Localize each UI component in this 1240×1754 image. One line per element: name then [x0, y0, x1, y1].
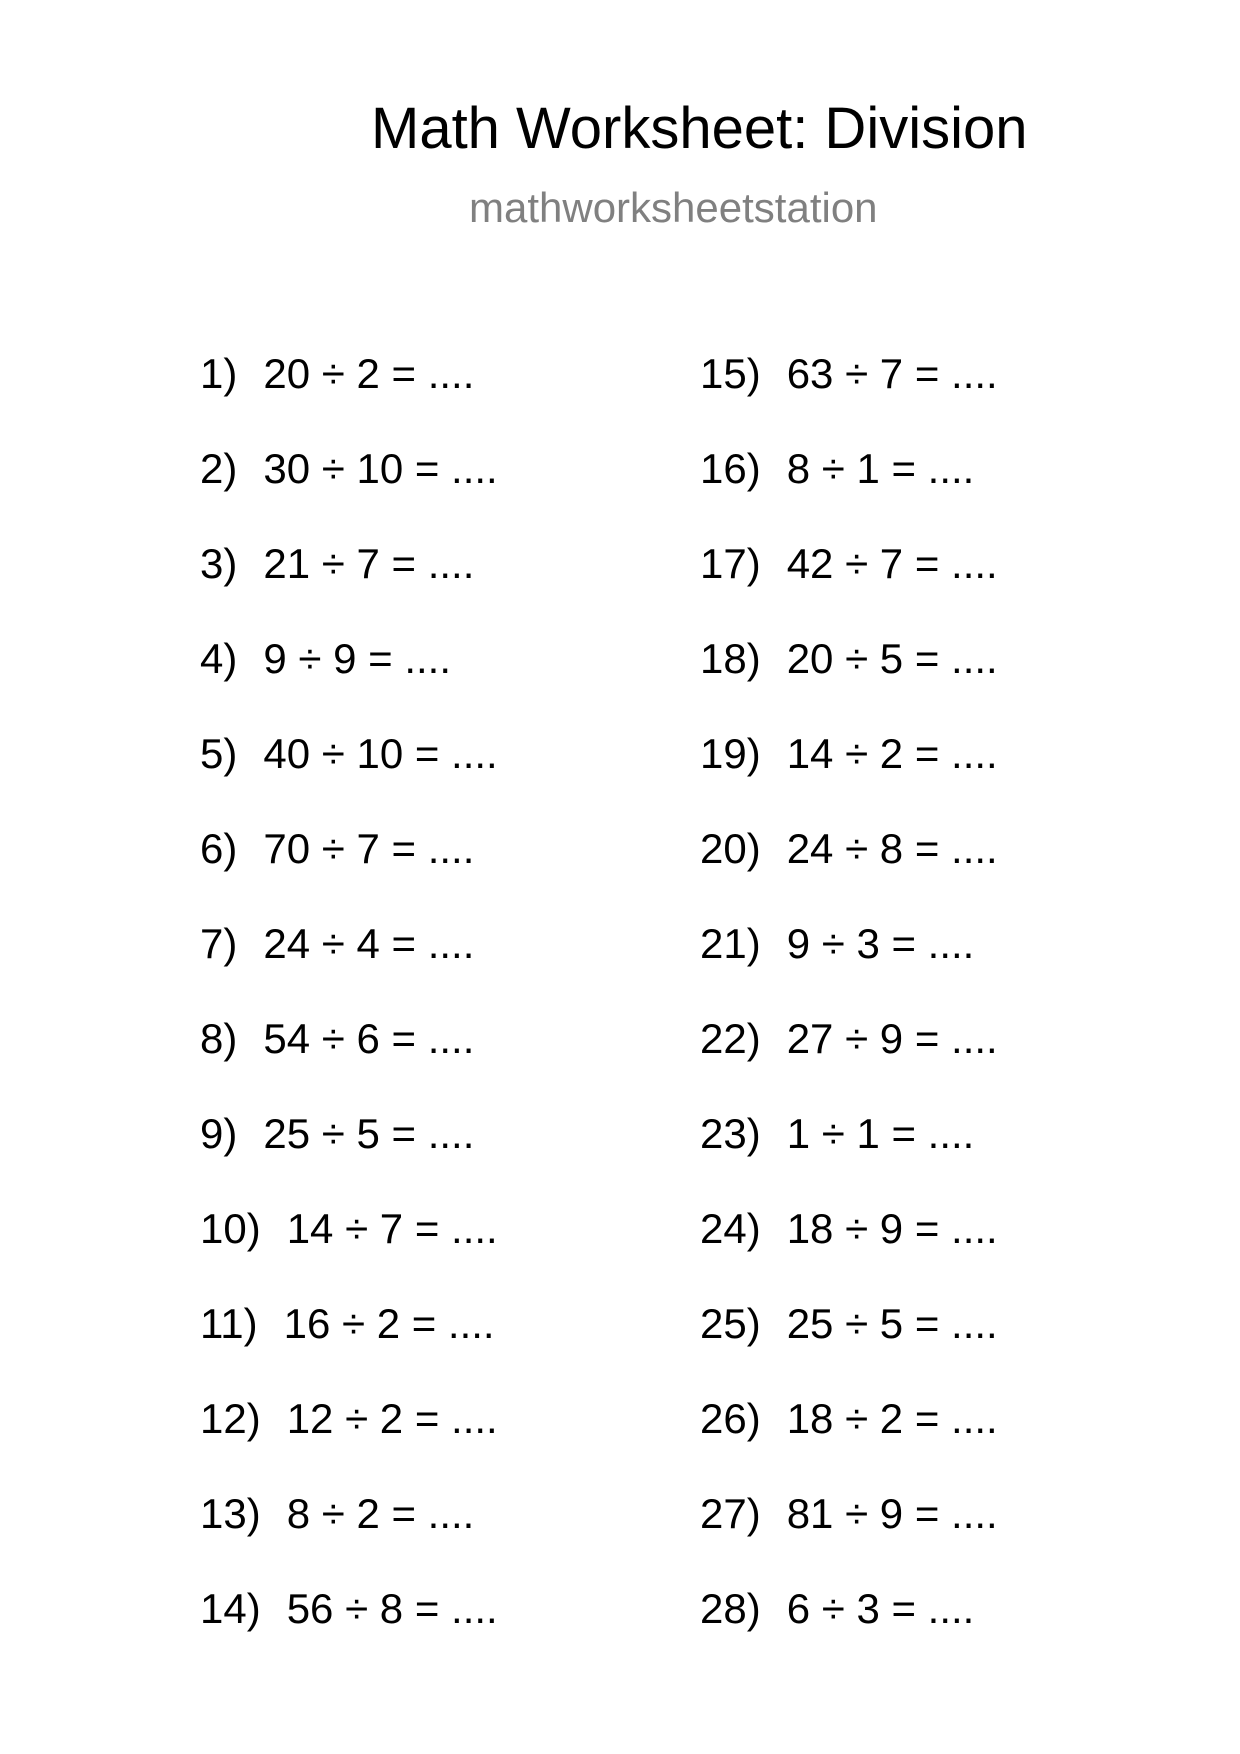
problem-number: 27)	[700, 1490, 761, 1537]
problem-expression: 18 ÷ 9 = ....	[786, 1205, 998, 1252]
problem-expression: 40 ÷ 10 = ....	[263, 730, 498, 777]
problem-expression: 21 ÷ 7 = ....	[263, 540, 475, 587]
problem-item	[200, 1300, 498, 1395]
problem-item	[700, 445, 998, 540]
problem-expression: 25 ÷ 5 = ....	[786, 1300, 998, 1347]
problem-expression: 18 ÷ 2 = ....	[786, 1395, 998, 1442]
problem-expression: 20 ÷ 5 = ....	[786, 635, 998, 682]
problem-number: 8)	[200, 1015, 238, 1062]
problem-item	[200, 825, 498, 920]
problem-expression: 8 ÷ 2 = ....	[286, 1490, 475, 1537]
problem-item	[200, 1585, 498, 1680]
problem-expression: 6 ÷ 3 = ....	[786, 1585, 975, 1632]
problem-number: 18)	[700, 635, 761, 682]
problem-number: 3)	[200, 540, 238, 587]
problem-expression: 20 ÷ 2 = ....	[263, 350, 475, 397]
problem-expression: 9 ÷ 9 = ....	[263, 635, 452, 682]
problem-item	[700, 540, 998, 635]
problem-expression: 14 ÷ 2 = ....	[786, 730, 998, 777]
problem-expression: 12 ÷ 2 = ....	[286, 1395, 498, 1442]
page-subtitle: mathworksheetstation	[469, 184, 878, 231]
problem-item	[700, 350, 998, 445]
problem-expression: 56 ÷ 8 = ....	[286, 1585, 498, 1632]
problem-item	[700, 1490, 998, 1585]
problem-item	[700, 1300, 998, 1395]
problem-item	[700, 1110, 998, 1205]
problem-expression: 42 ÷ 7 = ....	[786, 540, 998, 587]
problem-item	[700, 635, 998, 730]
problem-item	[200, 350, 498, 445]
problem-expression: 70 ÷ 7 = ....	[263, 825, 475, 872]
problem-number: 26)	[700, 1395, 761, 1442]
problem-number: 14)	[200, 1585, 261, 1632]
problem-number: 20)	[700, 825, 761, 872]
problem-item	[200, 920, 498, 1015]
problem-item	[200, 730, 498, 825]
problem-number: 10)	[200, 1205, 261, 1252]
problem-number: 19)	[700, 730, 761, 777]
problem-expression: 27 ÷ 9 = ....	[786, 1015, 998, 1062]
problem-item	[200, 1110, 498, 1205]
problem-number: 4)	[200, 635, 238, 682]
problem-expression: 9 ÷ 3 = ....	[786, 920, 975, 967]
problem-item	[700, 825, 998, 920]
problem-expression: 14 ÷ 7 = ....	[286, 1205, 498, 1252]
problem-expression: 1 ÷ 1 = ....	[786, 1110, 975, 1157]
problem-number: 1)	[200, 350, 238, 397]
problem-number: 25)	[700, 1300, 761, 1347]
problem-number: 22)	[700, 1015, 761, 1062]
problem-item	[200, 1395, 498, 1490]
problem-number: 28)	[700, 1585, 761, 1632]
problem-item	[200, 635, 498, 730]
problem-list-right	[700, 350, 998, 1680]
problem-number: 15)	[700, 350, 761, 397]
problem-expression: 54 ÷ 6 = ....	[263, 1015, 475, 1062]
problem-item	[700, 1395, 998, 1490]
problem-number: 9)	[200, 1110, 238, 1157]
problem-list-left	[200, 350, 498, 1680]
problem-item	[200, 1205, 498, 1300]
problem-number: 17)	[700, 540, 761, 587]
problem-expression: 81 ÷ 9 = ....	[786, 1490, 998, 1537]
problem-number: 7)	[200, 920, 238, 967]
problem-number: 5)	[200, 730, 238, 777]
problem-expression: 24 ÷ 8 = ....	[786, 825, 998, 872]
problem-number: 2)	[200, 445, 238, 492]
problem-expression: 16 ÷ 2 = ....	[283, 1300, 495, 1347]
problem-item	[200, 445, 498, 540]
problem-expression: 8 ÷ 1 = ....	[786, 445, 975, 492]
problem-number: 13)	[200, 1490, 261, 1537]
problem-number: 21)	[700, 920, 761, 967]
problem-item	[200, 1015, 498, 1110]
problem-item	[700, 920, 998, 1015]
problem-item	[200, 1490, 498, 1585]
problem-expression: 30 ÷ 10 = ....	[263, 445, 498, 492]
problem-number: 16)	[700, 445, 761, 492]
problem-number: 11)	[200, 1300, 258, 1347]
problem-item	[700, 1585, 998, 1680]
problem-item	[700, 730, 998, 825]
problem-expression: 24 ÷ 4 = ....	[263, 920, 475, 967]
problem-expression: 25 ÷ 5 = ....	[263, 1110, 475, 1157]
page-title: Math Worksheet: Division	[371, 96, 1028, 161]
problem-number: 23)	[700, 1110, 761, 1157]
problem-number: 12)	[200, 1395, 261, 1442]
problem-number: 6)	[200, 825, 238, 872]
problem-item	[700, 1015, 998, 1110]
problem-number: 24)	[700, 1205, 761, 1252]
problem-item	[200, 540, 498, 635]
problem-expression: 63 ÷ 7 = ....	[786, 350, 998, 397]
problem-item	[700, 1205, 998, 1300]
